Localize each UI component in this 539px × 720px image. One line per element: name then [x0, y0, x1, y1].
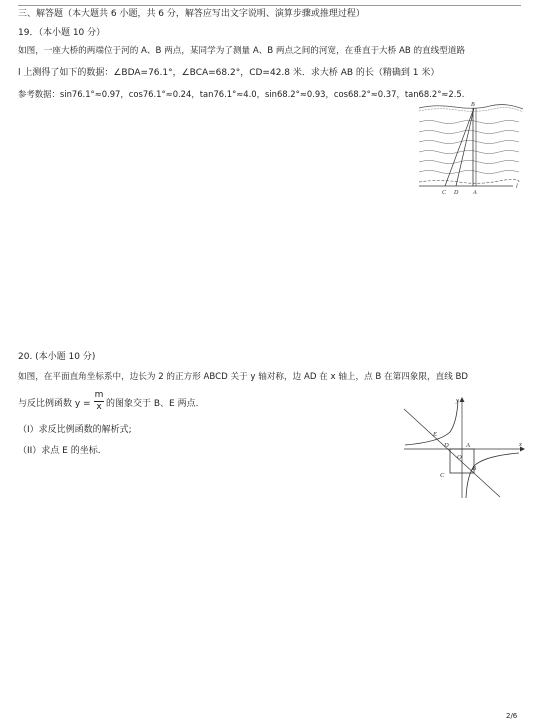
q19-title: 19．（本小题 10 分） [18, 28, 106, 38]
q19-label-A: A [473, 190, 477, 196]
q20-text-line2-prefix: 与反比例函数 y = [18, 399, 91, 409]
q20-fraction-denominator: x [96, 402, 102, 412]
header-rule [18, 5, 521, 6]
q20-label-B: B [472, 465, 476, 472]
q20-label-x: x [519, 441, 522, 448]
q20-label-O: O [457, 454, 462, 461]
q20-fraction [94, 391, 104, 412]
q19-reference-data: 参考数据：sin76.1°≈0.97，cos76.1°≈0.24，tan76.1°≈4.0，sin68.2°≈0.93，cos68.2°≈0.37，tan68.2°≈2.5. [18, 89, 465, 99]
q19-label-B: B [471, 102, 475, 108]
q19-label-C: C [442, 190, 447, 196]
q19-river-figure [415, 100, 525, 195]
q20-label-A: A [466, 442, 470, 449]
q20-label-D: D [444, 442, 449, 449]
page-number: 2/6 [506, 712, 518, 720]
q20-fraction-numerator: m [94, 390, 104, 400]
q20-part-2: （II）求点 E 的坐标. [18, 446, 101, 456]
q20-label-E: E [433, 431, 437, 438]
section-header: 三、解答题（本大题共 6 小题，共 6 分，解答应写出文字说明、演算步骤或推理过程） [18, 9, 365, 19]
q20-part-1: （I）求反比例函数的解析式; [18, 425, 132, 435]
q19-text-line2: l 上测得了如下的数据：∠BDA=76.1°，∠BCA=68.2°，CD=42.8 米．求大桥 AB 的长（精确到 1 米） [18, 68, 440, 78]
q19-label-D: D [454, 190, 459, 196]
q20-label-C: C [440, 472, 445, 479]
q19-label-l: l [516, 184, 518, 190]
q20-label-y: y [456, 397, 459, 404]
q19-text-line1: 如图，一座大桥的两端位于河的 A、B 两点，某同学为了测量 A、B 两点之间的河宽，在垂直于大桥 AB 的直线型道路 [18, 46, 466, 56]
q20-text-line2-suffix: 的图象交于 B、E 两点. [106, 399, 199, 409]
q20-text-line1: 如图，在平面直角坐标系中，边长为 2 的正方形 ABCD 关于 y 轴对称，边 AD 在 x 轴上，点 B 在第四象限，直线 BD [18, 372, 469, 382]
q20-coordinate-figure [400, 396, 526, 500]
q20-title: 20. (本小题 10 分) [18, 352, 96, 362]
